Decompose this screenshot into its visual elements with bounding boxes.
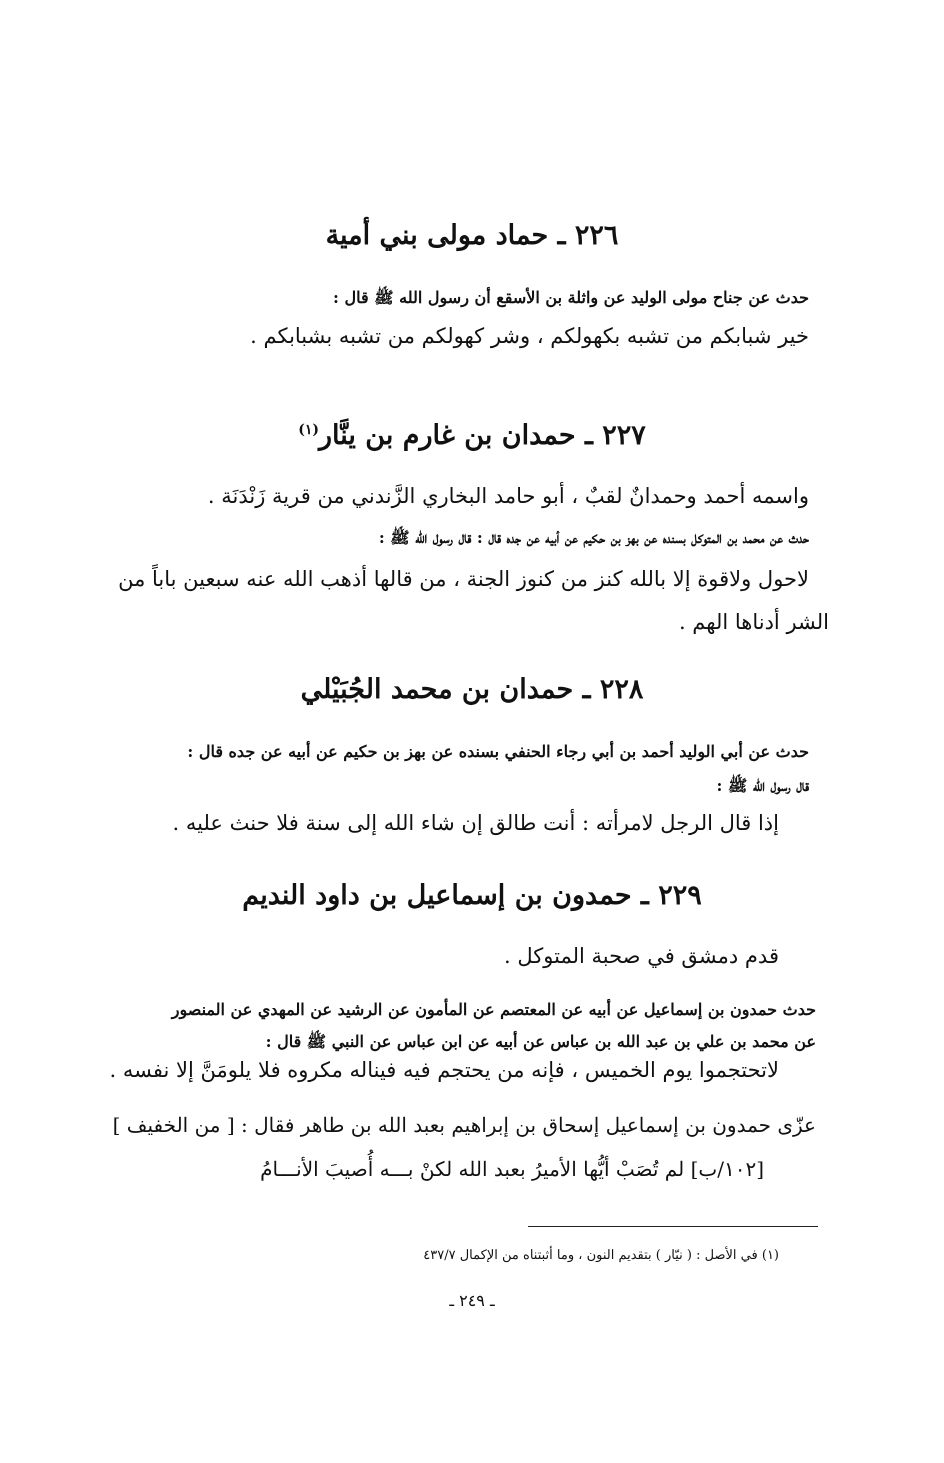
entry-heading-226: ٢٢٦ ـ حماد مولى بني أمية [325, 220, 619, 251]
entry-heading-227-text: ٢٢٧ ـ حمدان بن غارم بن ينَّار [318, 420, 646, 451]
isnad-text-228-line1: حدث عن أبي الوليد أحمد بن أبي رجاء الحنفي بسنده عن بهز بن حكيم عن أبيه عن جده قال : [187, 742, 809, 761]
isnad-text-226: حدث عن جناح مولى الوليد عن واثلة بن الأسقع أن رسول الله ﷺ قال : [333, 288, 809, 307]
hadith-text-226: خير شبابكم من تشبه بكهولكم ، وشر كهولكم من تشبه بشبابكم . [250, 324, 809, 348]
hadith-text-228: إذا قال الرجل لامرأته : أنت طالق إن شاء الله إلى سنة فلا حنث عليه . [172, 811, 779, 835]
footnote-text: (١) في الأصل : ( نيّار ) بتقديم النون ، وما أثبتناه من الإكمال ٤٣٧/٧ [423, 1248, 779, 1263]
footnote-marker: (١) [298, 422, 319, 438]
isnad-text-229-line1: حدث حمدون بن إسماعيل عن أبيه عن المعتصم عن المأمون عن الرشيد عن المهدي عن المنصور [171, 1000, 816, 1019]
hadith-text-227-line1: لاحول ولاقوة إلا بالله كنز من كنوز الجنة ، من قالها أذهب الله عنه سبعين باباً من [118, 567, 809, 591]
isnad-text-229-line2: عن محمد بن علي بن عبد الله بن عباس عن أبيه عن ابن عباس عن النبي ﷺ قال : [265, 1032, 816, 1051]
entry-heading-228: ٢٢٨ ـ حمدان بن محمد الجُبَيْلي [300, 674, 644, 705]
isnad-text-227: حدث عن محمد بن المتوكل بسنده عن بهز بن حكيم عن أبيه عن جده قال : قال رسول الله ﷺ : [378, 528, 809, 547]
entry-heading-229: ٢٢٩ ـ حمدون بن إسماعيل بن داود النديم [242, 880, 702, 911]
page-number: ـ ٢٤٩ ـ [449, 1291, 495, 1310]
poem-verse-229: [١٠٢/ب] لم تُصَبْ أيُّها الأميرُ بعبد الله لكنْ بـــه أُصيبَ الأنـــامُ [260, 1157, 764, 1181]
footnote-separator [528, 1226, 818, 1227]
hadith-text-227-line2: الشر أدناها الهم . [678, 610, 829, 634]
intro-text-229: قدم دمشق في صحبة المتوكل . [504, 944, 779, 968]
entry-heading-227 [0, 420, 944, 451]
poem-intro-229: عزّى حمدون بن إسماعيل إسحاق بن إبراهيم بعبد الله بن طاهر فقال : [ من الخفيف ] [112, 1113, 816, 1137]
hadith-text-229: لاتحتجموا يوم الخميس ، فإنه من يحتجم فيه فيناله مكروه فلا يلومَنَّ إلا نفسه . [109, 1058, 779, 1082]
isnad-text-228-line2: قال رسول الله ﷺ : [716, 776, 809, 795]
intro-text-227: واسمه أحمد وحمدانٌ لقبٌ ، أبو حامد البخاري الزَّندني من قرية زَنْدَنَة . [207, 484, 809, 508]
